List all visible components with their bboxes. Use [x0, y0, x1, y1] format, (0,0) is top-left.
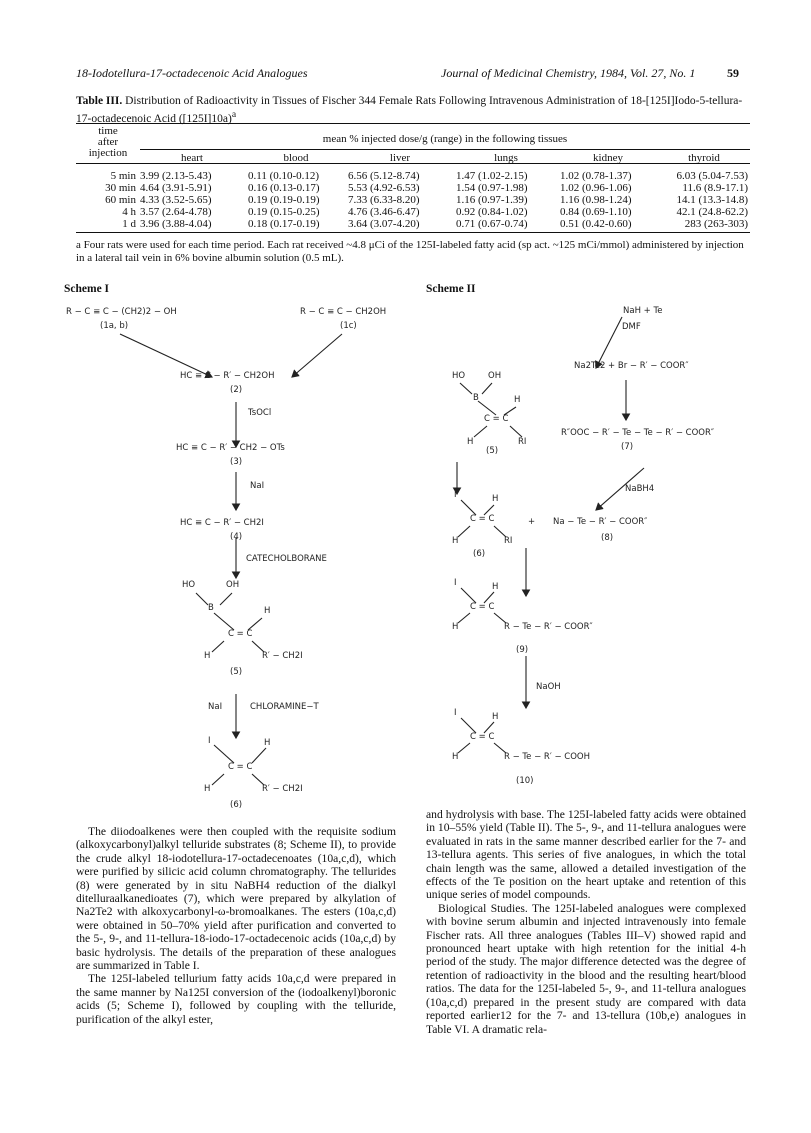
solvent-dmf: DMF	[622, 322, 641, 332]
cell: 3.99 (2.13-5.43)	[140, 170, 212, 182]
cell: 11.6 (8.9-17.1)	[682, 182, 748, 194]
reagent-chloramine-t: CHLORAMINE−T	[250, 702, 319, 712]
cell: 1.54 (0.97-1.98)	[456, 182, 528, 194]
row-time: 1 d	[122, 218, 136, 230]
atom-h: H	[204, 651, 211, 661]
atom-b: B	[208, 603, 214, 613]
cell: 0.92 (0.84-1.02)	[456, 206, 528, 218]
compound-7: R″OOC − R′ − Te − Te − R′ − COOR″	[561, 428, 715, 438]
row-time: 5 min	[110, 170, 136, 182]
substituent: R − Te − R′ − COOH	[504, 752, 591, 762]
atom-i: I	[454, 708, 457, 718]
cell: 3.64 (3.07-4.20)	[348, 218, 420, 230]
substituent: RI	[518, 437, 527, 447]
atom-h: H	[264, 738, 271, 748]
compound-1ab: R − C ≡ C − (CH2)2 − OH	[66, 307, 177, 317]
reagent-tsocl: TsOCl	[248, 408, 272, 418]
atom-h: H	[514, 395, 521, 405]
span-header: mean % injected dose/g (range) in the following tissues	[322, 133, 568, 145]
cell: 6.03 (5.04-7.53)	[676, 170, 748, 182]
substituent: R − Te − R′ − COOR″	[504, 622, 593, 632]
atom-h: H	[467, 437, 474, 447]
substituent: R′ − CH2I	[262, 651, 303, 661]
cell: 0.18 (0.17-0.19)	[248, 218, 320, 230]
time-header: time after injection	[88, 125, 128, 159]
double-bond: C = C	[228, 629, 253, 639]
atom-i: I	[454, 578, 457, 588]
atom-h: H	[492, 712, 499, 722]
table-label: Table III.	[76, 95, 123, 107]
cell: 4.64 (3.91-5.91)	[140, 182, 212, 194]
cell: 1.02 (0.96-1.06)	[560, 182, 632, 194]
journal-citation: Journal of Medicinal Chemistry, 1984, Vol. 27, No. 1	[441, 66, 696, 80]
col-kidney: kidney	[593, 152, 623, 164]
col-heart: heart	[181, 152, 203, 164]
atom-h: H	[264, 606, 271, 616]
table-title: Distribution of Radioactivity in Tissues of Fischer 344 Female Rats Following Intravenous Administration of 18-[125I]Iodo-5-tellura-17-octadecenoic Acid ([125I]10a)	[76, 95, 743, 125]
reagent-nabh4: NaBH4	[625, 484, 655, 494]
compound-2-label: (2)	[230, 385, 243, 395]
cell: 1.16 (0.98-1.24)	[560, 194, 632, 206]
compound-1c: R − C ≡ C − CH2OH	[300, 307, 387, 317]
compound-3-label: (3)	[230, 457, 243, 467]
cell: 0.19 (0.19-0.19)	[248, 194, 320, 206]
cell: 5.53 (4.92-6.53)	[348, 182, 420, 194]
compound-4-label: (4)	[230, 532, 243, 542]
cell: 3.96 (3.88-4.04)	[140, 218, 212, 230]
cell: 42.1 (24.8-62.2)	[676, 206, 748, 218]
plus-sign: +	[528, 517, 536, 527]
paragraph: The 125I-labeled tellurium fatty acids 10a,c,d were prepared in the same manner by Na125I conversion of the (iodoalkenyl)boronic acids (5; Scheme I), followed by coupling with the telluride, purification of the alkyl ester,	[76, 972, 396, 1026]
compound-6-label: (6)	[230, 800, 243, 810]
double-bond: C = C	[470, 732, 495, 742]
compound-4: HC ≡ C − R′ − CH2I	[180, 518, 264, 528]
cell: 0.16 (0.13-0.17)	[248, 182, 320, 194]
cell: 4.33 (3.52-5.65)	[140, 194, 212, 206]
compound-5-label: (5)	[486, 446, 499, 456]
reagent-nai: NaI	[250, 481, 265, 491]
cell: 0.11 (0.10-0.12)	[248, 170, 320, 182]
col-thyroid: thyroid	[688, 152, 720, 164]
row-time: 4 h	[122, 206, 136, 218]
double-bond: C = C	[470, 602, 495, 612]
double-bond: C = C	[228, 762, 253, 772]
compound-7-label: (7)	[621, 442, 634, 452]
compound-3: HC ≡ C − R′ − CH2 − OTs	[176, 443, 285, 453]
col-lungs: lungs	[494, 152, 518, 164]
cell: 1.47 (1.02-2.15)	[456, 170, 528, 182]
cell: 0.51 (0.42-0.60)	[560, 218, 632, 230]
substituent: R′ − CH2I	[262, 784, 303, 794]
row-time: 30 min	[105, 182, 136, 194]
cell: 6.56 (5.12-8.74)	[348, 170, 420, 182]
compound-9-label: (9)	[516, 645, 529, 655]
body-column-left	[76, 825, 396, 1026]
double-bond: C = C	[484, 414, 509, 424]
compound-8-label: (8)	[601, 533, 614, 543]
cell: 4.76 (3.46-6.47)	[348, 206, 420, 218]
table-title-note: a	[231, 109, 237, 120]
paragraph: Biological Studies. The 125I-labeled analogues were complexed with bovine serum albumin and injected intravenously into female Fischer rats. All three analogues (Tables III–V) showed rapid and pronounced heart uptake with high retention for the initial 4-h period of the study. The major difference detected was the degree of retention of radioactivity in the blood and the resulting heart/blood ratios. The data for the 125I-labeled 5-, 9-, and 11-tellura analogues (10a,c,d) prepared in the present study are compared with data reported earlier12 for the 7- and 13-tellura (10b,e) analogues in Table VI. A dramatic rela-	[426, 901, 746, 1036]
compound-6-label: (6)	[473, 549, 486, 559]
cell: 0.71 (0.67-0.74)	[456, 218, 528, 230]
atom-ho: HO	[182, 580, 196, 590]
scheme1-title: Scheme I	[64, 283, 110, 295]
substituent: RI	[504, 536, 513, 546]
atom-h: H	[452, 622, 459, 632]
table-footnote: a Four rats were used for each time period. Each rat received ~4.8 μCi of the 125I-labeled fatty acid (sp act. ~125 mCi/mmol) administered by injection in a lateral tail vein in 6% bovine albumin solution (0.5 mL).	[76, 239, 744, 264]
cell: 283 (263-303)	[684, 218, 748, 230]
atom-h: H	[492, 582, 499, 592]
body-column-right	[426, 808, 746, 1036]
row-time: 60 min	[105, 194, 136, 206]
cell: 3.57 (2.64-4.78)	[140, 206, 212, 218]
cell: 14.1 (13.3-14.8)	[676, 194, 748, 206]
atom-i: I	[208, 736, 211, 746]
reagent-nah-te: NaH + Te	[623, 306, 663, 316]
atom-ho: HO	[452, 371, 466, 381]
reaction-na2te2: Na2Te2 + Br − R′ − COOR″	[574, 361, 689, 371]
running-title: 18-Iodotellura-17-octadecenoic Acid Analogues	[76, 66, 308, 80]
compound-8: Na − Te − R′ − COOR″	[553, 517, 648, 527]
page-number: 59	[727, 66, 739, 80]
atom-h: H	[492, 494, 499, 504]
col-liver: liver	[389, 152, 411, 164]
cell: 0.19 (0.15-0.25)	[248, 206, 320, 218]
atom-h: H	[204, 784, 211, 794]
compound-2: HC ≡ C − R′ − CH2OH	[180, 371, 275, 381]
compound-5-label: (5)	[230, 667, 243, 677]
atom-b: B	[473, 393, 479, 403]
compound-1ab-label: (1a, b)	[100, 321, 129, 331]
compound-10-label: (10)	[516, 776, 534, 786]
cell: 1.02 (0.78-1.37)	[560, 170, 632, 182]
reagent-nai: NaI	[208, 702, 223, 712]
compound-1c-label: (1c)	[340, 321, 357, 331]
atom-h: H	[452, 752, 459, 762]
atom-oh: OH	[226, 580, 240, 590]
scheme2-title: Scheme II	[426, 283, 476, 295]
reagent-naoh: NaOH	[536, 682, 561, 692]
atom-i: I	[454, 490, 457, 500]
double-bond: C = C	[470, 514, 495, 524]
col-blood: blood	[283, 152, 309, 164]
paragraph: and hydrolysis with base. The 125I-labeled fatty acids were obtained in 10–55% yield (Table II). The 5-, 9-, and 11-tellura analogues were evaluated in rats in the same manner described earlier for the 7- and 13-tellura agents. This series of five analogues, in which the total chain length was the same, allowed a detailed investigation of the effects of the Te position on the heart uptake and retention of this unique series of model compounds.	[426, 808, 746, 902]
atom-h: H	[452, 536, 459, 546]
reagent-catecholborane: CATECHOLBORANE	[246, 554, 327, 564]
cell: 7.33 (6.33-8.20)	[348, 194, 420, 206]
cell: 1.16 (0.97-1.39)	[456, 194, 528, 206]
cell: 0.84 (0.69-1.10)	[560, 206, 632, 218]
atom-oh: OH	[488, 371, 502, 381]
paragraph: The diiodoalkenes were then coupled with the requisite sodium (alkoxycarbonyl)alkyl telluride substrates (8; Scheme II), to provide the crude alkyl 18-iodotellura-17-octadecenoates (10a,c,d), which were purified by silicic acid column chromatography. The tellurides (8) were generated by in situ NaBH4 reduction of the dialkyl ditelluraalkanedioates (7), which were prepared by alkylation of Na2Te2 with alkoxycarbonyl-ω-bromoalkanes. The esters (10a,c,d) were obtained in 50–70% yield after purification and converted to the 5-, 9-, and 11-tellura-18-iodo-17-octadecenoic acids (10a,c,d) by basic hydrolysis. The details of the preparation of these analogues are summarized in Table I.	[76, 825, 396, 973]
